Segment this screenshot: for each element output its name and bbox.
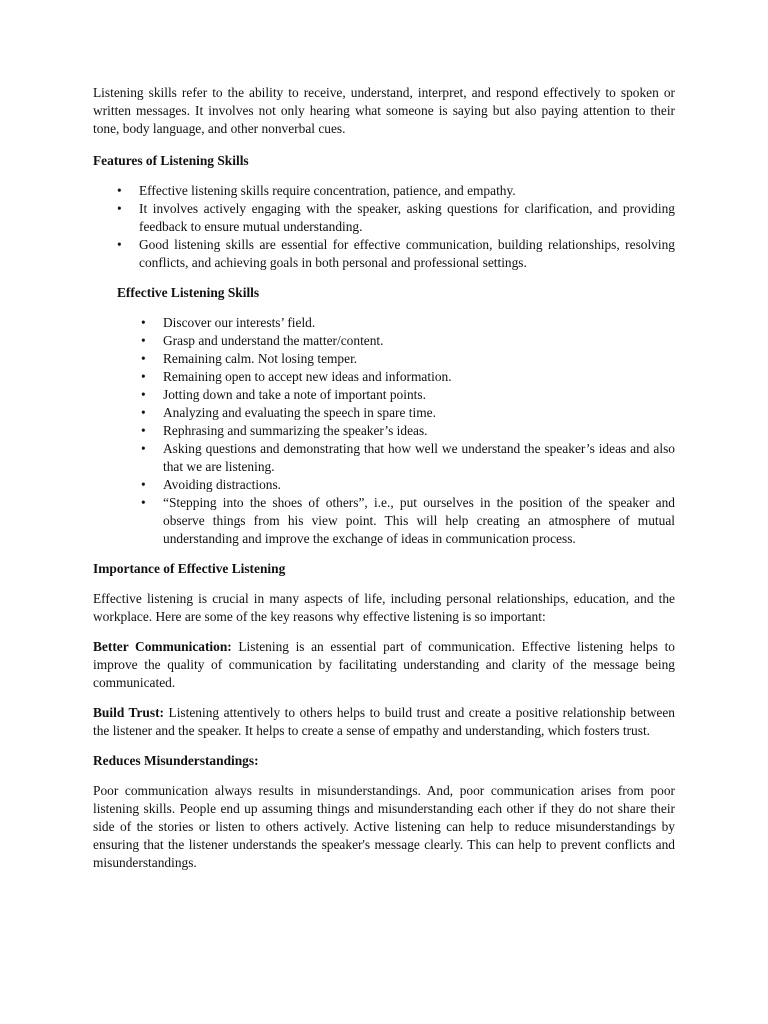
build-trust-text: Listening attentively to others helps to build trust and create a positive relationship between the listener and the speaker. It helps to create a sense of empathy and understanding, which fosters trust. (93, 705, 675, 738)
list-item: • Remaining calm. Not losing temper. (163, 350, 675, 368)
importance-paragraph: Effective listening is crucial in many aspects of life, including personal relationships, education, and the workplace. Here are some of the key reasons why effective listening is so important: (93, 591, 675, 624)
reduces-misunderstandings-heading: Reduces Misunderstandings: (93, 753, 259, 768)
build-trust-paragraph (93, 704, 675, 740)
list-item: • It involves actively engaging with the speaker, asking questions for clarification, and providing feedback to ensure mutual understanding. (139, 200, 675, 236)
list-item: • Remaining open to accept new ideas and information. (163, 368, 675, 386)
effective-skills-heading: Effective Listening Skills (117, 285, 260, 300)
better-communication-label: Better Communication: (93, 639, 232, 654)
better-communication-paragraph (93, 638, 675, 692)
features-list (139, 182, 675, 272)
list-item: • “Stepping into the shoes of others”, i.e., put ourselves in the position of the speaker and observe things from his view point. This will help creating an atmosphere of mutual understanding and improve the exchange of ideas in communication process. (163, 494, 675, 548)
build-trust-label: Build Trust: (93, 705, 165, 720)
list-item: • Avoiding distractions. (163, 476, 675, 494)
importance-heading: Importance of Effective Listening (93, 561, 286, 576)
document-page (93, 84, 675, 872)
list-item: • Effective listening skills require concentration, patience, and empathy. (139, 182, 675, 200)
features-heading: Features of Listening Skills (93, 153, 249, 168)
list-item: • Asking questions and demonstrating that how well we understand the speaker’s ideas and also that we are listening. (163, 440, 675, 476)
effective-skills-list (163, 314, 675, 548)
list-item: • Discover our interests’ field. (163, 314, 675, 332)
list-item: • Analyzing and evaluating the speech in spare time. (163, 404, 675, 422)
list-item: • Jotting down and take a note of important points. (163, 386, 675, 404)
list-item: • Rephrasing and summarizing the speaker’s ideas. (163, 422, 675, 440)
better-communication-text: Listening is an essential part of communication. Effective listening helps to improve the quality of communication by facilitating understanding and clarity of the message being communicated. (93, 639, 675, 690)
list-item: • Good listening skills are essential for effective communication, building relationships, resolving conflicts, and achieving goals in both personal and professional settings. (139, 236, 675, 272)
intro-paragraph: Listening skills refer to the ability to receive, understand, interpret, and respond effectively to spoken or written messages. It involves not only hearing what someone is saying but also paying attention to their tone, body language, and other nonverbal cues. (93, 85, 675, 136)
reduces-misunderstandings-paragraph: Poor communication always results in misunderstandings. And, poor communication arises from poor listening skills. People end up assuming things and misunderstanding each other if they do not share their side of the stories or listen to others actively. Active listening can help to reduce misunderstandings by ensuring that the listener understands the speaker's message clearly. This can help to prevent conflicts and misunderstandings. (93, 783, 675, 870)
list-item: • Grasp and understand the matter/content. (163, 332, 675, 350)
